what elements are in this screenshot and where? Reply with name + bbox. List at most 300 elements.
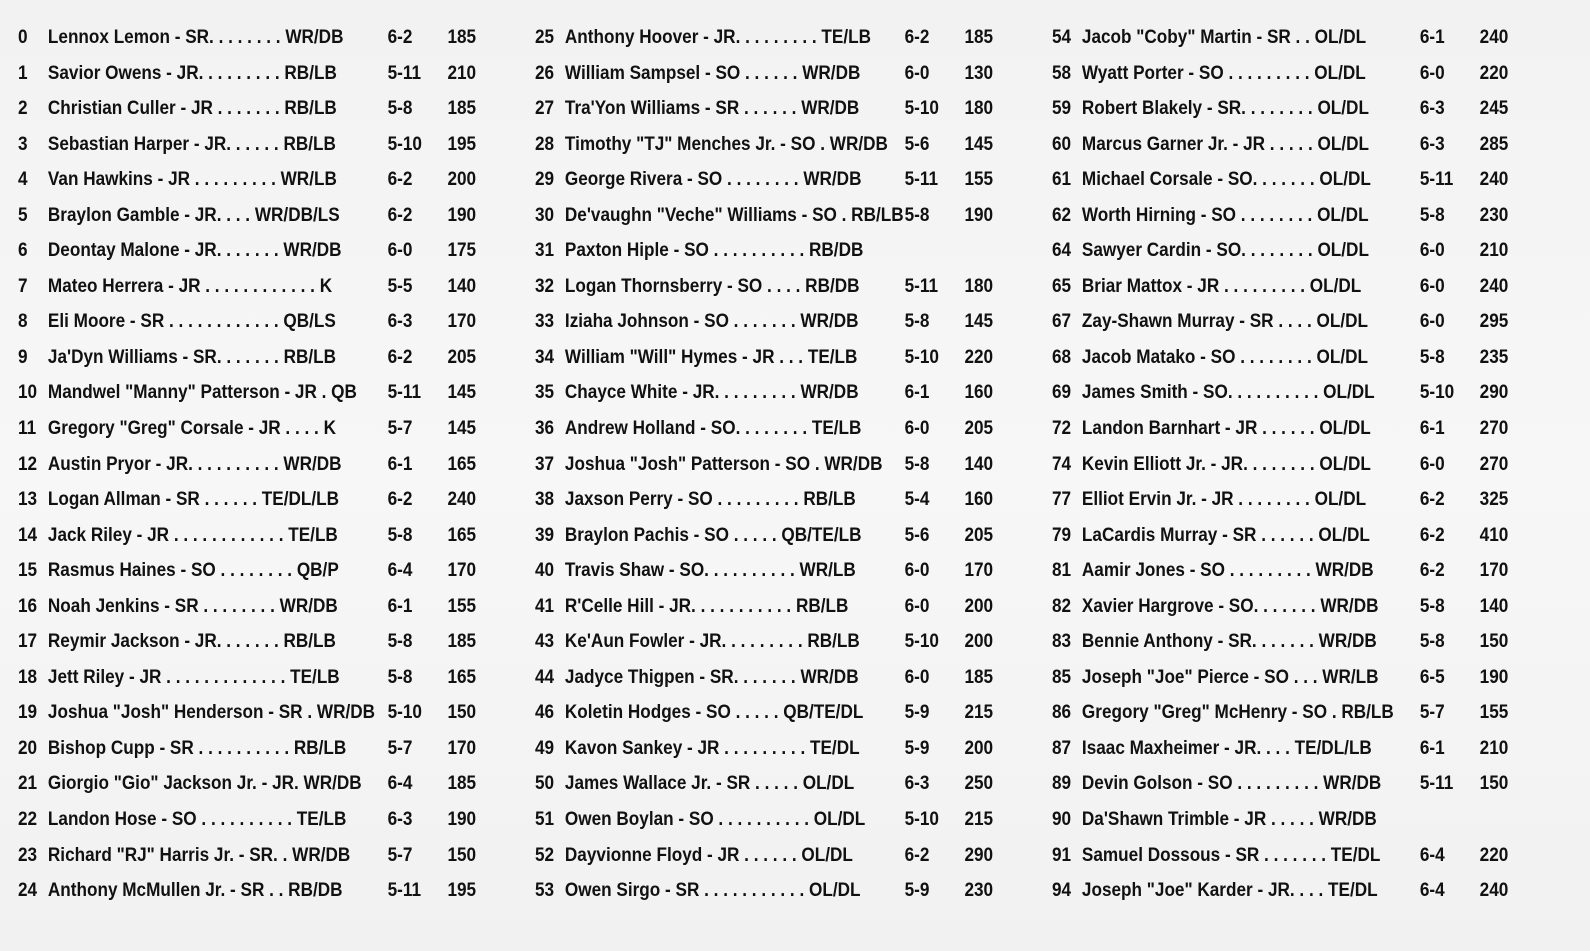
player-name-position: Austin Pryor - JR. . . . . . . . . . WR/DB bbox=[47, 452, 342, 475]
player-weight: 185 bbox=[447, 630, 477, 653]
player-weight: 410 bbox=[1479, 523, 1509, 546]
player-weight: 185 bbox=[447, 772, 477, 795]
roster-row bbox=[535, 766, 994, 802]
player-number: 33 bbox=[535, 310, 555, 333]
player-height: 6-0 bbox=[904, 594, 930, 617]
player-weight: 215 bbox=[964, 808, 994, 831]
player-number: 31 bbox=[535, 239, 555, 262]
player-number: 12 bbox=[18, 452, 38, 475]
player-height: 5-10 bbox=[387, 132, 422, 155]
player-height: 5-8 bbox=[387, 665, 413, 688]
roster-row bbox=[1052, 518, 1510, 554]
player-name-position: Richard "RJ" Harris Jr. - SR. . WR/DB bbox=[47, 843, 351, 866]
player-height: 5-11 bbox=[904, 274, 938, 297]
player-name-position: William Sampsel - SO . . . . . . WR/DB bbox=[564, 61, 861, 84]
player-weight: 170 bbox=[1479, 559, 1509, 582]
player-name-position: Sebastian Harper - JR. . . . . . RB/LB bbox=[47, 132, 336, 155]
player-height: 6-4 bbox=[1419, 843, 1445, 866]
player-number: 29 bbox=[535, 168, 555, 191]
roster-row bbox=[1052, 447, 1510, 483]
player-height: 6-4 bbox=[1419, 879, 1445, 902]
player-weight: 150 bbox=[447, 843, 477, 866]
player-name-position: Rasmus Haines - SO . . . . . . . . QB/P bbox=[47, 559, 339, 582]
player-name-position: Deontay Malone - JR. . . . . . . WR/DB bbox=[47, 239, 342, 262]
player-weight: 175 bbox=[447, 239, 477, 262]
player-weight: 240 bbox=[1479, 879, 1509, 902]
player-name-position: Zay-Shawn Murray - SR . . . . OL/DL bbox=[1081, 310, 1368, 333]
player-height: 6-1 bbox=[904, 381, 930, 404]
player-number: 51 bbox=[535, 808, 555, 831]
roster-row bbox=[18, 304, 477, 340]
player-name-position: James Smith - SO. . . . . . . . . . OL/DL bbox=[1081, 381, 1375, 404]
player-name-position: De'vaughn "Veche" Williams - SO . RB/LB bbox=[564, 203, 904, 226]
player-number: 53 bbox=[535, 879, 555, 902]
player-height: 5-9 bbox=[904, 879, 930, 902]
player-weight: 245 bbox=[1479, 97, 1509, 120]
roster-row bbox=[18, 411, 477, 447]
roster-row bbox=[1052, 553, 1510, 589]
player-number: 16 bbox=[18, 594, 38, 617]
player-name-position: Da'Shawn Trimble - JR . . . . . WR/DB bbox=[1081, 808, 1377, 831]
player-name-position: Elliot Ervin Jr. - JR . . . . . . . . OL/DL bbox=[1081, 488, 1367, 511]
player-weight: 170 bbox=[964, 559, 994, 582]
player-weight: 290 bbox=[964, 843, 994, 866]
roster-row bbox=[535, 198, 994, 234]
player-number: 77 bbox=[1052, 488, 1072, 511]
roster-row bbox=[18, 731, 477, 767]
roster-row bbox=[18, 233, 477, 269]
player-name-position: Braylon Gamble - JR. . . . WR/DB/LS bbox=[47, 203, 340, 226]
player-name-position: Christian Culler - JR . . . . . . . RB/LB bbox=[47, 97, 337, 120]
player-name-position: Braylon Pachis - SO . . . . . QB/TE/LB bbox=[564, 523, 862, 546]
player-weight: 170 bbox=[447, 310, 477, 333]
roster-row bbox=[1052, 233, 1510, 269]
player-height: 6-2 bbox=[1419, 523, 1445, 546]
player-name-position: Jacob Matako - SO . . . . . . . . OL/DL bbox=[1081, 345, 1368, 368]
player-weight: 250 bbox=[964, 772, 994, 795]
player-height: 5-6 bbox=[904, 523, 930, 546]
roster-row bbox=[1052, 304, 1510, 340]
player-number: 89 bbox=[1052, 772, 1072, 795]
player-number: 58 bbox=[1052, 61, 1072, 84]
player-height: 6-0 bbox=[904, 559, 930, 582]
player-number: 8 bbox=[18, 310, 28, 333]
player-number: 72 bbox=[1052, 417, 1072, 440]
player-height: 5-11 bbox=[904, 168, 938, 191]
player-height: 5-8 bbox=[1419, 203, 1445, 226]
player-name-position: Aamir Jones - SO . . . . . . . . . WR/DB bbox=[1081, 559, 1374, 582]
roster-row bbox=[18, 20, 477, 56]
player-number: 74 bbox=[1052, 452, 1072, 475]
player-number: 35 bbox=[535, 381, 555, 404]
player-height: 6-0 bbox=[1419, 310, 1445, 333]
player-height: 6-0 bbox=[387, 239, 413, 262]
roster-row bbox=[535, 127, 994, 163]
player-height: 5-9 bbox=[904, 736, 930, 759]
player-name-position: Reymir Jackson - JR. . . . . . . RB/LB bbox=[47, 630, 336, 653]
player-height: 5-10 bbox=[904, 808, 939, 831]
player-weight: 150 bbox=[1479, 772, 1509, 795]
player-number: 79 bbox=[1052, 523, 1072, 546]
roster-row bbox=[535, 518, 994, 554]
player-number: 10 bbox=[18, 381, 38, 404]
player-weight: 190 bbox=[1479, 665, 1509, 688]
roster-row bbox=[535, 838, 994, 874]
player-number: 82 bbox=[1052, 594, 1072, 617]
player-number: 36 bbox=[535, 417, 555, 440]
roster-row bbox=[18, 660, 477, 696]
player-weight: 290 bbox=[1479, 381, 1509, 404]
player-name-position: Landon Hose - SO . . . . . . . . . . TE/LB bbox=[47, 808, 347, 831]
roster-row bbox=[18, 447, 477, 483]
roster-row bbox=[18, 482, 477, 518]
player-weight: 155 bbox=[1479, 701, 1509, 724]
player-height: 6-0 bbox=[1419, 452, 1445, 475]
player-weight: 205 bbox=[964, 523, 994, 546]
player-weight: 285 bbox=[1479, 132, 1509, 155]
roster-row bbox=[535, 482, 994, 518]
player-name-position: Jacob "Coby" Martin - SR . . OL/DL bbox=[1081, 26, 1367, 48]
player-number: 86 bbox=[1052, 701, 1072, 724]
player-number: 6 bbox=[18, 239, 28, 262]
player-weight: 185 bbox=[447, 97, 477, 120]
player-height: 6-2 bbox=[387, 488, 413, 511]
player-weight: 180 bbox=[964, 97, 994, 120]
player-name-position: Giorgio "Gio" Jackson Jr. - JR. WR/DB bbox=[47, 772, 362, 795]
roster-row bbox=[1052, 624, 1510, 660]
player-number: 83 bbox=[1052, 630, 1072, 653]
player-height: 6-0 bbox=[1419, 239, 1445, 262]
roster-row bbox=[18, 873, 477, 909]
player-number: 20 bbox=[18, 736, 38, 759]
player-number: 91 bbox=[1052, 843, 1072, 866]
player-number: 67 bbox=[1052, 310, 1072, 333]
player-height: 6-0 bbox=[1419, 61, 1445, 84]
roster-row bbox=[18, 802, 477, 838]
player-number: 87 bbox=[1052, 736, 1072, 759]
roster-row bbox=[1052, 838, 1510, 874]
player-height: 6-2 bbox=[387, 168, 413, 191]
player-weight: 200 bbox=[964, 594, 994, 617]
player-weight: 160 bbox=[964, 488, 994, 511]
player-name-position: Sawyer Cardin - SO. . . . . . . . OL/DL bbox=[1081, 239, 1369, 262]
player-number: 24 bbox=[18, 879, 38, 902]
player-number: 15 bbox=[18, 559, 38, 582]
player-weight: 155 bbox=[447, 594, 477, 617]
player-name-position: Travis Shaw - SO. . . . . . . . . . WR/LB bbox=[564, 559, 856, 582]
player-number: 41 bbox=[535, 594, 555, 617]
roster-row bbox=[535, 340, 994, 376]
player-name-position: Noah Jenkins - SR . . . . . . . . WR/DB bbox=[47, 594, 338, 617]
roster-column-2 bbox=[535, 20, 1052, 951]
player-weight: 190 bbox=[964, 203, 994, 226]
player-weight: 170 bbox=[447, 736, 477, 759]
roster-row bbox=[18, 766, 477, 802]
player-number: 3 bbox=[18, 132, 28, 155]
roster-row bbox=[18, 553, 477, 589]
player-name-position: William "Will" Hymes - JR . . . TE/LB bbox=[564, 345, 858, 368]
player-height: 5-10 bbox=[904, 345, 939, 368]
player-weight: 190 bbox=[447, 808, 477, 831]
player-number: 38 bbox=[535, 488, 555, 511]
player-height: 5-8 bbox=[1419, 345, 1445, 368]
player-weight: 210 bbox=[447, 61, 477, 84]
player-height: 5-6 bbox=[904, 132, 930, 155]
roster-row bbox=[1052, 198, 1510, 234]
player-height: 5-8 bbox=[387, 523, 413, 546]
player-name-position: Tra'Yon Williams - SR . . . . . . WR/DB bbox=[564, 97, 860, 120]
player-weight: 140 bbox=[1479, 594, 1509, 617]
player-weight: 130 bbox=[964, 61, 994, 84]
player-number: 4 bbox=[18, 168, 28, 191]
player-number: 40 bbox=[535, 559, 555, 582]
player-weight: 170 bbox=[447, 559, 477, 582]
player-height: 6-1 bbox=[387, 452, 413, 475]
player-weight: 210 bbox=[1479, 736, 1509, 759]
player-weight: 140 bbox=[964, 452, 994, 475]
roster-row bbox=[535, 304, 994, 340]
player-number: 27 bbox=[535, 97, 555, 120]
player-number: 34 bbox=[535, 345, 555, 368]
player-height: 6-0 bbox=[904, 417, 930, 440]
player-name-position: Wyatt Porter - SO . . . . . . . . . OL/DL bbox=[1081, 61, 1366, 84]
player-height: 5-5 bbox=[387, 274, 413, 297]
player-number: 11 bbox=[18, 417, 37, 440]
player-name-position: Paxton Hiple - SO . . . . . . . . . . RB/DB bbox=[564, 239, 864, 262]
roster-column-1 bbox=[18, 20, 535, 951]
player-weight: 215 bbox=[964, 701, 994, 724]
roster-row bbox=[18, 695, 477, 731]
roster-row bbox=[535, 233, 990, 269]
player-height: 6-4 bbox=[387, 772, 413, 795]
player-height: 5-8 bbox=[387, 97, 413, 120]
player-height: 6-5 bbox=[1419, 665, 1445, 688]
player-name-position: Savior Owens - JR. . . . . . . . . RB/LB bbox=[47, 61, 337, 84]
player-name-position: Timothy "TJ" Menches Jr. - SO . WR/DB bbox=[564, 132, 888, 155]
player-number: 18 bbox=[18, 665, 38, 688]
player-name-position: Van Hawkins - JR . . . . . . . . . WR/LB bbox=[47, 168, 337, 191]
player-number: 61 bbox=[1052, 168, 1072, 191]
player-weight: 180 bbox=[964, 274, 994, 297]
roster-row bbox=[18, 589, 477, 625]
roster-row bbox=[535, 873, 994, 909]
player-name-position: Landon Barnhart - JR . . . . . . OL/DL bbox=[1081, 417, 1371, 440]
roster-row bbox=[535, 589, 994, 625]
player-name-position: Lennox Lemon - SR. . . . . . . . WR/DB bbox=[47, 26, 344, 48]
player-name-position: Joseph "Joe" Karder - JR. . . . TE/DL bbox=[1081, 879, 1378, 902]
player-number: 1 bbox=[18, 61, 28, 84]
player-height: 5-7 bbox=[1419, 701, 1445, 724]
player-weight: 160 bbox=[964, 381, 994, 404]
roster-row bbox=[535, 695, 994, 731]
player-height: 5-11 bbox=[387, 879, 421, 902]
roster-row bbox=[1052, 589, 1510, 625]
player-name-position: Samuel Dossous - SR . . . . . . . TE/DL bbox=[1081, 843, 1381, 866]
player-name-position: Logan Thornsberry - SO . . . . RB/DB bbox=[564, 274, 860, 297]
roster-row bbox=[535, 660, 994, 696]
player-number: 59 bbox=[1052, 97, 1072, 120]
player-weight: 325 bbox=[1479, 488, 1509, 511]
player-name-position: Eli Moore - SR . . . . . . . . . . . . QB/LS bbox=[47, 310, 336, 333]
player-name-position: Robert Blakely - SR. . . . . . . . OL/DL bbox=[1081, 97, 1369, 120]
player-number: 68 bbox=[1052, 345, 1072, 368]
player-weight: 150 bbox=[447, 701, 477, 724]
roster-row bbox=[1052, 91, 1510, 127]
roster-row bbox=[1052, 482, 1510, 518]
player-height: 5-10 bbox=[904, 630, 939, 653]
player-number: 0 bbox=[18, 26, 28, 48]
player-number: 19 bbox=[18, 701, 38, 724]
player-weight: 200 bbox=[964, 736, 994, 759]
roster-row bbox=[1052, 340, 1510, 376]
player-height: 6-1 bbox=[1419, 736, 1445, 759]
roster-row bbox=[535, 553, 994, 589]
player-height: 6-0 bbox=[1419, 274, 1445, 297]
roster-row bbox=[1052, 731, 1510, 767]
player-name-position: Bennie Anthony - SR. . . . . . . WR/DB bbox=[1081, 630, 1377, 653]
player-weight: 295 bbox=[1479, 310, 1509, 333]
player-height: 5-11 bbox=[387, 381, 421, 404]
player-weight: 220 bbox=[964, 345, 994, 368]
player-name-position: Anthony Hoover - JR. . . . . . . . . TE/LB bbox=[564, 26, 871, 48]
player-height: 5-8 bbox=[904, 203, 930, 226]
player-height: 6-3 bbox=[1419, 97, 1445, 120]
player-weight: 205 bbox=[964, 417, 994, 440]
roster-row bbox=[18, 56, 477, 92]
player-weight: 200 bbox=[447, 168, 477, 191]
player-weight: 210 bbox=[1479, 239, 1509, 262]
player-number: 9 bbox=[18, 345, 28, 368]
player-name-position: Joshua "Josh" Patterson - SO . WR/DB bbox=[564, 452, 883, 475]
player-height: 6-3 bbox=[1419, 132, 1445, 155]
player-weight: 240 bbox=[447, 488, 477, 511]
player-name-position: Ke'Aun Fowler - JR. . . . . . . . . RB/LB bbox=[564, 630, 860, 653]
player-name-position: Isaac Maxheimer - JR. . . . TE/DL/LB bbox=[1081, 736, 1372, 759]
player-number: 43 bbox=[535, 630, 555, 653]
player-height: 5-8 bbox=[1419, 630, 1445, 653]
player-number: 81 bbox=[1052, 559, 1072, 582]
player-number: 94 bbox=[1052, 879, 1072, 902]
roster-column-3 bbox=[1052, 20, 1572, 951]
player-weight: 230 bbox=[964, 879, 994, 902]
player-weight: 240 bbox=[1479, 274, 1509, 297]
player-name-position: Michael Corsale - SO. . . . . . . OL/DL bbox=[1081, 168, 1371, 191]
player-number: 39 bbox=[535, 523, 555, 546]
player-height: 5-4 bbox=[904, 488, 930, 511]
player-weight: 165 bbox=[447, 452, 477, 475]
roster-row bbox=[18, 127, 477, 163]
player-name-position: Gregory "Greg" McHenry - SO . RB/LB bbox=[1081, 701, 1394, 724]
player-name-position: Mateo Herrera - JR . . . . . . . . . . . . K bbox=[47, 274, 333, 297]
player-number: 22 bbox=[18, 808, 38, 831]
roster-row bbox=[1052, 873, 1510, 909]
roster-row bbox=[1052, 695, 1510, 731]
roster-row bbox=[535, 91, 994, 127]
player-number: 50 bbox=[535, 772, 555, 795]
player-name-position: Jadyce Thigpen - SR. . . . . . . WR/DB bbox=[564, 665, 859, 688]
player-number: 46 bbox=[535, 701, 555, 724]
player-number: 44 bbox=[535, 665, 555, 688]
roster-row bbox=[18, 375, 477, 411]
player-number: 65 bbox=[1052, 274, 1072, 297]
player-name-position: LaCardis Murray - SR . . . . . . OL/DL bbox=[1081, 523, 1370, 546]
player-height: 6-4 bbox=[387, 559, 413, 582]
player-number: 64 bbox=[1052, 239, 1072, 262]
roster-row bbox=[535, 731, 994, 767]
player-name-position: Kevin Elliott Jr. - JR. . . . . . . . OL/DL bbox=[1081, 452, 1371, 475]
player-number: 23 bbox=[18, 843, 38, 866]
roster-row bbox=[1052, 127, 1510, 163]
player-weight: 185 bbox=[447, 26, 477, 48]
roster-row bbox=[1052, 162, 1510, 198]
roster-row bbox=[1052, 269, 1510, 305]
roster-row bbox=[535, 624, 994, 660]
player-number: 54 bbox=[1052, 26, 1072, 48]
player-weight: 145 bbox=[447, 417, 477, 440]
player-number: 13 bbox=[18, 488, 38, 511]
player-name-position: Joshua "Josh" Henderson - SR . WR/DB bbox=[47, 701, 376, 724]
player-name-position: Andrew Holland - SO. . . . . . . . TE/LB bbox=[564, 417, 862, 440]
roster-row bbox=[535, 162, 994, 198]
roster-row bbox=[1052, 375, 1510, 411]
player-height: 6-2 bbox=[1419, 559, 1445, 582]
player-height: 6-0 bbox=[904, 61, 930, 84]
player-weight: 145 bbox=[964, 132, 994, 155]
player-number: 7 bbox=[18, 274, 28, 297]
player-weight: 155 bbox=[964, 168, 994, 191]
player-weight: 195 bbox=[447, 132, 477, 155]
player-height: 5-11 bbox=[387, 61, 421, 84]
player-weight: 150 bbox=[1479, 630, 1509, 653]
player-weight: 270 bbox=[1479, 452, 1509, 475]
roster-row bbox=[535, 375, 994, 411]
player-height: 5-10 bbox=[1419, 381, 1455, 404]
roster-row bbox=[1052, 802, 1510, 838]
player-name-position: Kavon Sankey - JR . . . . . . . . . TE/DL bbox=[564, 736, 860, 759]
player-height: 6-3 bbox=[904, 772, 930, 795]
player-weight: 185 bbox=[964, 665, 994, 688]
player-weight: 145 bbox=[964, 310, 994, 333]
player-weight: 140 bbox=[447, 274, 477, 297]
player-name-position: Worth Hirning - SO . . . . . . . . OL/DL bbox=[1081, 203, 1369, 226]
player-number: 5 bbox=[18, 203, 28, 226]
player-number: 52 bbox=[535, 843, 555, 866]
player-name-position: Jett Riley - JR . . . . . . . . . . . . . TE/LB bbox=[47, 665, 340, 688]
player-name-position: Xavier Hargrove - SO. . . . . . . WR/DB bbox=[1081, 594, 1379, 617]
player-weight: 200 bbox=[964, 630, 994, 653]
player-height: 6-1 bbox=[1419, 417, 1445, 440]
player-weight: 235 bbox=[1479, 345, 1509, 368]
player-number: 2 bbox=[18, 97, 28, 120]
player-height: 5-7 bbox=[387, 736, 413, 759]
player-number: 32 bbox=[535, 274, 555, 297]
player-height: 6-1 bbox=[387, 594, 413, 617]
player-weight: 185 bbox=[964, 26, 994, 48]
player-height: 6-2 bbox=[904, 843, 930, 866]
player-height: 5-10 bbox=[387, 701, 422, 724]
player-weight: 165 bbox=[447, 665, 477, 688]
roster-row bbox=[1052, 56, 1510, 92]
player-weight: 230 bbox=[1479, 203, 1509, 226]
player-name-position: Chayce White - JR. . . . . . . . . WR/DB bbox=[564, 381, 859, 404]
player-height: 5-7 bbox=[387, 843, 413, 866]
player-name-position: Anthony McMullen Jr. - SR . . RB/DB bbox=[47, 879, 343, 902]
player-height: 6-2 bbox=[387, 203, 413, 226]
player-height: 6-3 bbox=[387, 310, 413, 333]
player-name-position: Ja'Dyn Williams - SR. . . . . . . RB/LB bbox=[47, 345, 336, 368]
player-number: 30 bbox=[535, 203, 555, 226]
player-name-position: Iziaha Johnson - SO . . . . . . . WR/DB bbox=[564, 310, 859, 333]
